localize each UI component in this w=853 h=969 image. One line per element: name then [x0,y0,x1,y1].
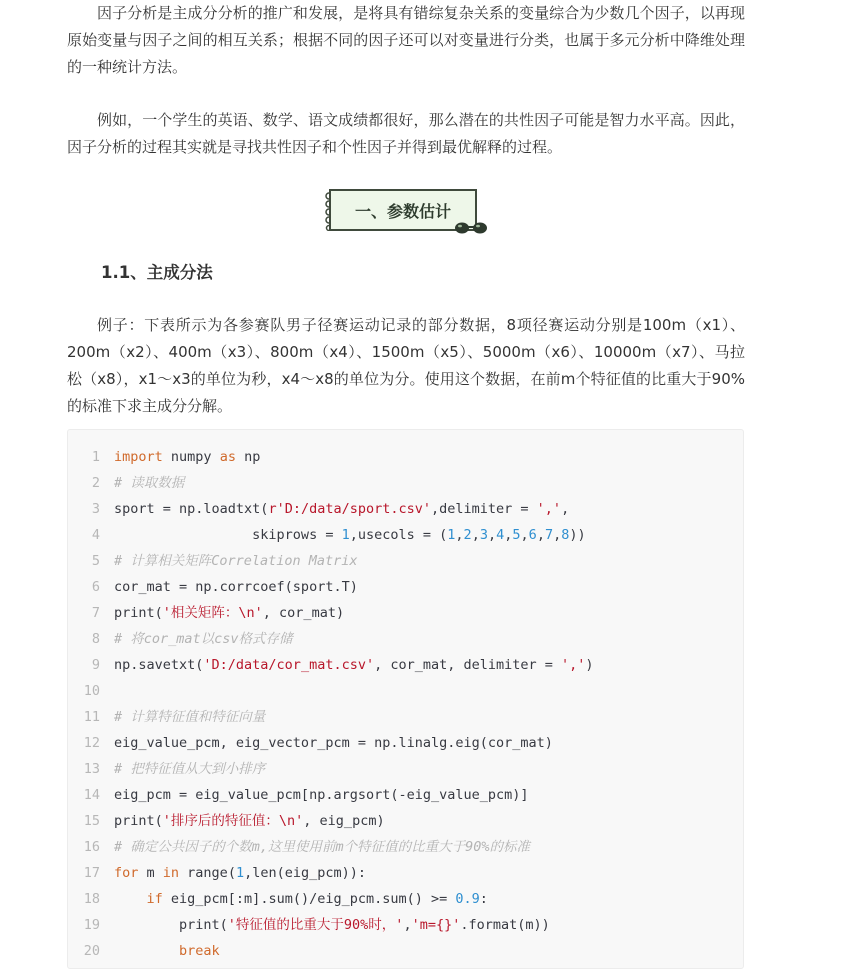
code-token: , [553,527,562,543]
code-token: eig_pcm = eig_value_pcm[np.argsort(-eig_value_pcm)] [114,787,529,803]
code-text [114,470,184,496]
code-token: , [520,527,529,543]
code-token: print( [114,917,228,933]
code-token: '相关矩阵：\n' [162,605,263,621]
code-token: skiprows = [114,527,342,543]
code-text [114,652,594,678]
line-number: 8 [91,631,100,647]
code-token: 8 [561,527,570,543]
code-token: as [219,449,236,465]
code-token: if [146,891,163,907]
code-token: : [479,891,488,907]
code-token: np [235,449,261,465]
code-token: '特征值的比重大于90%时，' [227,917,404,933]
code-token: , [403,917,412,933]
line-number: 13 [83,761,100,777]
line-number: 11 [83,709,100,725]
code-token: m [138,865,163,881]
code-text [114,548,358,574]
section-heading-text: 一、参数估计 [354,201,451,221]
code-token [114,891,147,907]
code-token: ,len(eig_pcm)): [244,865,367,881]
code-token: eig_value_pcm, eig_vector_pcm = np.linalg.eig(cor_mat) [114,735,553,751]
code-token: 1 [235,865,245,881]
code-text [114,704,265,730]
code-token: 5 [512,527,521,543]
line-number: 14 [83,787,100,803]
code-token: , eig_pcm) [303,813,385,829]
line-number: 5 [91,553,100,569]
code-token: ,delimiter = [431,501,537,517]
code-token: , cor_mat) [262,605,345,621]
code-token: , [504,527,513,543]
code-token: 0.9 [455,891,480,907]
line-number: 19 [83,917,100,933]
code-token: # 确定公共因子的个数m,这里使用前m个特征值的比重大于90%的标准 [114,839,531,855]
code-token: ',' [561,657,586,673]
line-number: 4 [91,527,100,543]
line-number: 9 [91,657,100,673]
code-text [114,600,344,626]
subsection-heading: 1.1、主成分法 [101,263,213,282]
code-token: 'm={}' [411,917,461,933]
code-text [114,912,550,938]
line-number: 18 [83,891,100,907]
code-token: )) [569,527,586,543]
code-token: cor_mat = np.corrcoef(sport.T) [114,579,358,595]
code-text [114,522,586,548]
intro-paragraph: 因子分析是主成分分析的推广和发展，是将具有错综复杂关系的变量综合为少数几个因子，以再现原始变量与因子之间的相互关系；根据不同的因子还可以对变量进行分类，也属于多元分析中降维处理的一种统计方法。 [67,4,745,76]
code-text [114,938,220,964]
code-text [114,574,358,600]
code-token: 1 [341,527,350,543]
code-token: r'D:/data/sport.csv' [268,501,431,517]
code-token: print( [114,605,163,621]
code-text [114,496,569,522]
code-token: , [561,501,570,517]
example-paragraph: 例如，一个学生的英语、数学、语文成绩都很好，那么潜在的共性因子可能是智力水平高。因此，因子分析的过程其实就是寻找共性因子和个性因子并得到最优解释的过程。 [67,111,745,156]
code-text [114,730,553,756]
code-token: .format(m)) [460,917,550,933]
code-text [114,444,260,470]
code-token: '排序后的特征值：\n' [162,813,304,829]
code-text [114,808,385,834]
line-number: 17 [83,865,100,881]
code-token: 7 [544,527,554,543]
line-number: 1 [91,449,100,465]
line-number: 3 [91,501,100,517]
code-token: 'D:/data/cor_mat.csv' [203,657,375,673]
code-token: 2 [463,527,472,543]
sunglasses-icon [454,221,488,235]
code-token: , cor_mat, delimiter = [374,657,562,673]
code-text [114,626,293,652]
code-text [114,756,265,782]
code-token: 6 [528,527,537,543]
code-token: # 计算相关矩阵Correlation Matrix [114,553,358,569]
code-token: # 将cor_mat以csv格式存储 [114,631,293,647]
code-token [114,943,179,959]
code-token: import [114,449,163,465]
code-token: ,usecols = ( [349,527,448,543]
line-number: 6 [91,579,100,595]
code-token: # 计算特征值和特征向量 [114,709,266,725]
line-number: 7 [91,605,100,621]
code-token: break [179,943,220,959]
problem-paragraph: 例子：下表所示为各参赛队男子径赛运动记录的部分数据，8项径赛运动分别是100m（x1）、200m（x2）、400m（x3）、800m（x4）、1500m（x5）、5000m（x6）、10000m（x7）、马拉松（x8），x1～x3的单位为秒，x4～x8的单位为分。使用这个数据，在前m个特征值的比重大于90%的标准下求主成分分解。 [67,316,745,415]
code-token: , [471,527,480,543]
code-token: # 把特征值从大到小排序 [114,761,266,777]
line-number: 2 [91,475,100,491]
line-number: 12 [83,735,100,751]
code-token: print( [114,813,163,829]
code-token: sport = np.loadtxt( [114,501,269,517]
code-token: , [455,527,464,543]
code-token: for [114,865,139,881]
code-text [114,834,530,860]
code-token: , [487,527,497,543]
code-text [114,886,488,912]
code-token: eig_pcm[:m].sum()/eig_pcm.sum() >= [162,891,456,907]
code-token: 1 [447,527,456,543]
line-number: 10 [83,683,100,699]
code-token: range( [179,865,236,881]
code-token: in [162,865,180,881]
code-token: , [536,527,545,543]
line-number: 20 [83,943,100,959]
code-token: 4 [496,527,505,543]
code-text [114,860,366,886]
line-number: 16 [83,839,100,855]
code-token: # 读取数据 [114,475,185,491]
code-text [114,782,529,808]
code-token: numpy [162,449,220,465]
code-block[interactable] [67,429,744,969]
line-number: 15 [83,813,100,829]
code-token: ) [585,657,594,673]
code-token: ',' [536,501,562,517]
code-token: np.savetxt( [114,657,204,673]
code-token: 3 [479,527,488,543]
